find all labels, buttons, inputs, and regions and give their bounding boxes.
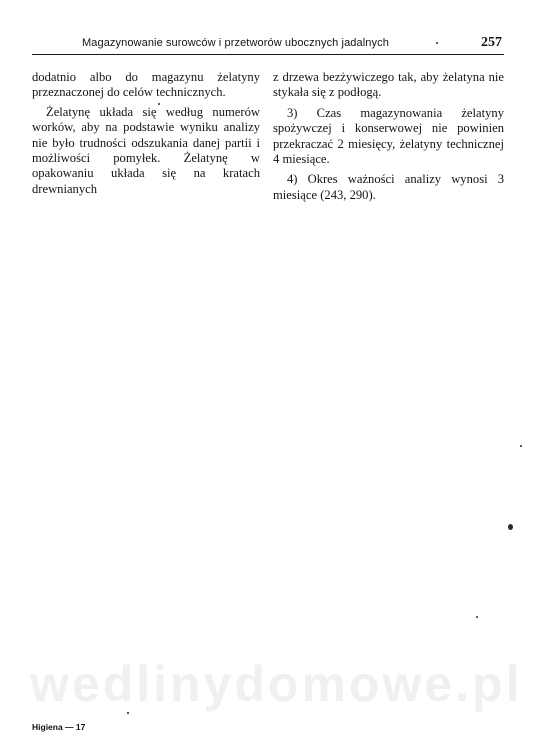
scan-speck <box>520 445 522 447</box>
left-column <box>32 70 260 197</box>
scan-speck <box>508 524 513 530</box>
footer-signature: Higiena — 17 <box>32 722 86 732</box>
running-header <box>32 36 504 55</box>
scan-speck <box>476 616 478 618</box>
right-paragraph-2: 3) Czas magazynowania żelatyny spożywczej i konserwowej nie powinien przekraczać 2 miesięcy, żelatyny technicznej 4 miesiące. <box>273 105 504 167</box>
right-paragraph-3: 4) Okres ważności analizy wynosi 3 miesiące (243, 290). <box>273 172 504 202</box>
running-header-title: Magazynowanie surowców i przetworów ubocznych jadalnych <box>82 37 389 49</box>
page-number: 257 <box>481 35 502 50</box>
scan-speck <box>436 42 438 44</box>
right-paragraph-1: z drzewa bezżywiczego tak, aby żelatyna nie stykała się z podłogą. <box>273 70 504 100</box>
watermark: wedlinydomowe.pl <box>30 656 523 712</box>
scan-speck <box>158 103 160 105</box>
left-paragraph-1: dodatnio albo do magazynu żelatyny przeznaczonej do celów technicznych. <box>32 70 260 100</box>
left-paragraph-2: Żelatynę układa się według numerów worków, aby na podstawie wyniku analizy nie było trudności odszukania danej partii i możliwości pomyłek. Żelatynę w opakowaniu układa się na kratach drewnianych <box>32 104 260 196</box>
scan-speck <box>127 712 129 714</box>
right-column <box>273 70 504 203</box>
